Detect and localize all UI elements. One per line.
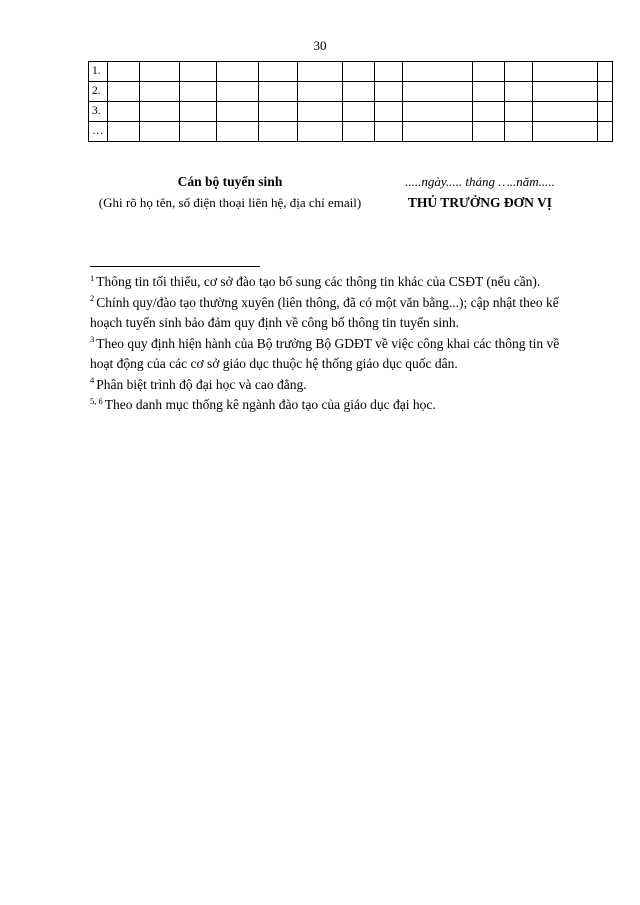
table-cell [217, 122, 259, 142]
footnote [90, 334, 582, 375]
table-cell [375, 102, 403, 122]
table-cell [108, 122, 140, 142]
page-number: 30 [313, 38, 327, 53]
footnote-mark: 4 [90, 375, 95, 385]
footnote-text: Theo quy định hiện hành của Bộ trưởng Bộ GDĐT về việc công khai các thông tin về hoạt động của các cơ sở giáo dục thuộc hệ thống giáo dục quốc dân. [90, 335, 560, 371]
row-index-cell: … [89, 122, 108, 142]
table-cell [298, 82, 343, 102]
table-cell [598, 62, 613, 82]
table-cell [375, 82, 403, 102]
footnote [90, 375, 582, 396]
table-cell [298, 62, 343, 82]
table-cell [180, 82, 217, 102]
table-cell [259, 102, 298, 122]
table-cell [180, 122, 217, 142]
table-row [89, 82, 613, 102]
row-index-cell: 1. [89, 62, 108, 82]
table-cell [259, 82, 298, 102]
table-cell [217, 82, 259, 102]
footnote-text: Theo danh mục thống kê ngành đào tạo của giáo dục đại học. [104, 397, 436, 412]
table-cell [108, 62, 140, 82]
table-cell [259, 122, 298, 142]
table-cell [473, 122, 505, 142]
admissions-officer-title: Cán bộ tuyển sinh [177, 174, 283, 189]
table-cell [259, 62, 298, 82]
table-cell [505, 62, 533, 82]
row-index-cell: 3. [89, 102, 108, 122]
table-cell [533, 122, 598, 142]
footnote-text: Phân biệt trình độ đại học và cao đẳng. [96, 376, 307, 392]
table-cell [217, 62, 259, 82]
table-row [89, 62, 613, 82]
table-cell [298, 102, 343, 122]
table-cell [375, 62, 403, 82]
table-cell [598, 82, 613, 102]
data-table [88, 61, 613, 142]
footnote [90, 293, 582, 334]
table-cell [140, 102, 180, 122]
footnote-mark: 5, 6 [90, 395, 103, 406]
table-cell [403, 62, 473, 82]
table-cell [343, 82, 375, 102]
footnote-text: Thông tin tối thiểu, cơ sở đào tạo bổ sung các thông tin khác của CSĐT (nếu cần). [96, 274, 541, 289]
footnote-mark: 1 [90, 272, 95, 283]
table-cell [140, 62, 180, 82]
table-cell [108, 82, 140, 102]
table-cell [403, 122, 473, 142]
table-cell [473, 102, 505, 122]
footnote-mark: 3 [90, 334, 95, 344]
signature-date-line: .....ngày..... tháng …..năm..... [405, 174, 555, 189]
footnote-divider [90, 266, 260, 267]
table-cell [375, 122, 403, 142]
table-cell [140, 122, 180, 142]
table-cell [533, 62, 598, 82]
footnote-mark: 2 [90, 293, 95, 303]
table-cell [180, 102, 217, 122]
table-cell [473, 62, 505, 82]
table-cell [403, 82, 473, 102]
table-row [89, 102, 613, 122]
unit-head-title: THỦ TRƯỞNG ĐƠN VỊ [407, 195, 553, 210]
table-cell [505, 102, 533, 122]
table-cell [343, 122, 375, 142]
table-cell [217, 102, 259, 122]
table-cell [180, 62, 217, 82]
table-cell [473, 82, 505, 102]
table-cell [298, 122, 343, 142]
table-cell [343, 62, 375, 82]
footnote [90, 395, 582, 416]
table-cell [505, 82, 533, 102]
row-index-cell: 2. [89, 82, 108, 102]
table-row [89, 122, 613, 142]
table-cell [598, 102, 613, 122]
table-cell [533, 102, 598, 122]
footnote [90, 272, 582, 293]
table-cell [343, 102, 375, 122]
footnotes [90, 272, 582, 416]
table-cell [403, 102, 473, 122]
table-cell [598, 122, 613, 142]
table-cell [505, 122, 533, 142]
admissions-officer-note: (Ghi rõ họ tên, số điện thoại liên hệ, địa chỉ email) [98, 195, 362, 210]
table-body [89, 62, 613, 142]
table-cell [108, 102, 140, 122]
table-cell [533, 82, 598, 102]
footnote-text: Chính quy/đào tạo thường xuyên (liên thông, đã có một văn bằng...); cập nhật theo kế hoạch tuyển sinh bảo đảm quy định về công bố thông tin tuyển sinh. [90, 294, 559, 330]
table-cell [140, 82, 180, 102]
